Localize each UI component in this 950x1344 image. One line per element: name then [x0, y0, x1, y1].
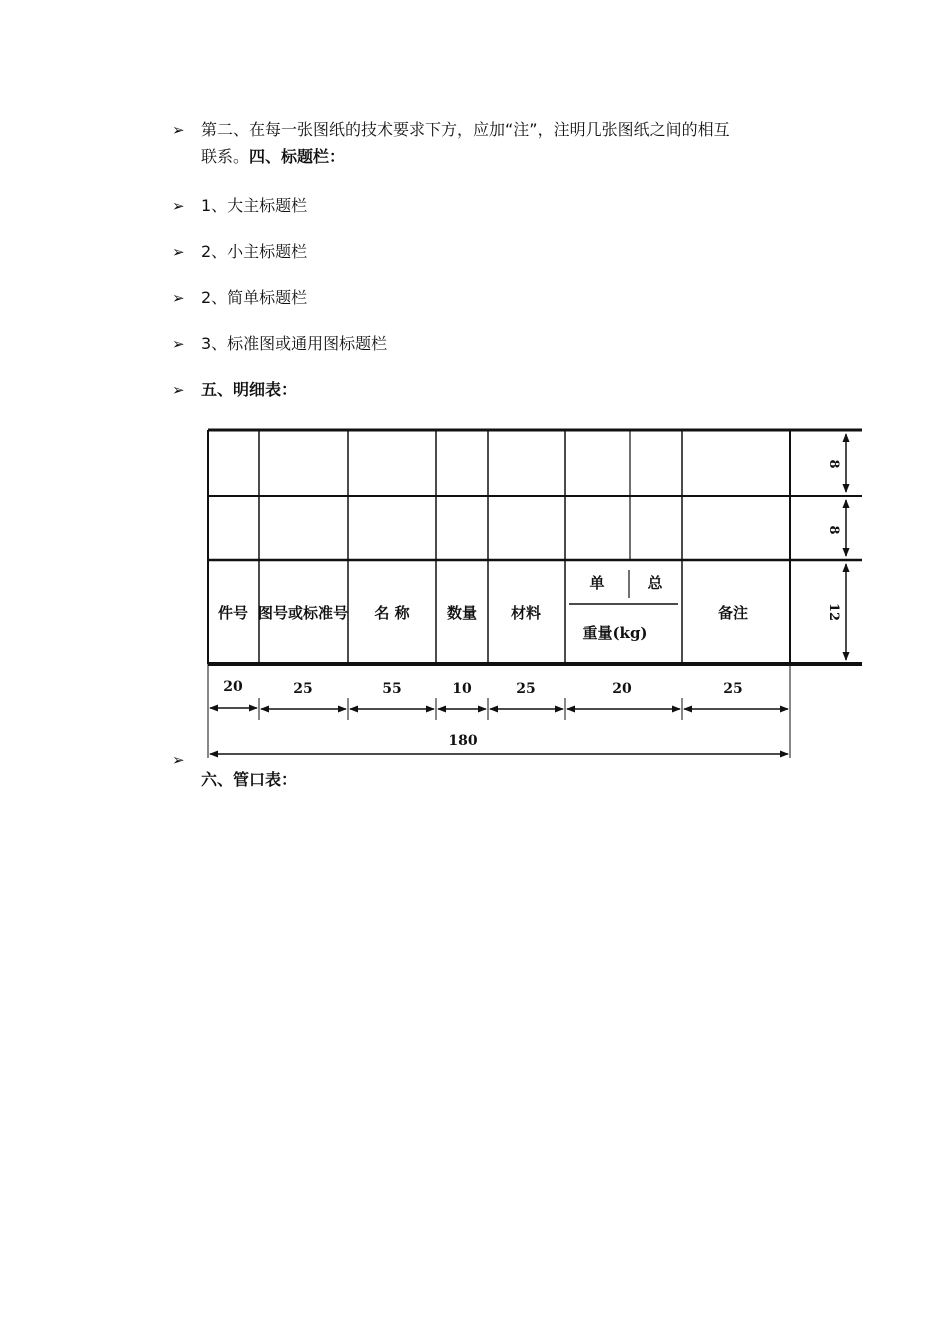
bullet-arrow: ➢: [172, 197, 185, 215]
header-weight-total: 总: [647, 574, 663, 592]
list-item: 2、简单标题栏: [201, 288, 308, 307]
paragraph-line-2: [201, 147, 345, 167]
header-item-no: 件号: [217, 604, 249, 622]
list-item: 3、标准图或通用图标题栏: [201, 334, 388, 353]
detail-table-figure: [200, 418, 870, 770]
header-weight: 重量(kg): [582, 624, 648, 642]
bullet-arrow: ➢: [172, 121, 185, 139]
bullet-arrow: ➢: [172, 243, 185, 261]
header-quantity: 数量: [446, 604, 478, 622]
header-name: 名 称: [374, 604, 410, 622]
bullet-arrow: ➢: [172, 335, 185, 353]
dim-width-weight: 20: [612, 681, 632, 697]
section-6-heading: 六、管口表：: [201, 770, 298, 789]
dim-width-item-no: 20: [223, 679, 243, 695]
header-weight-unit: 单: [589, 574, 605, 592]
header-remarks: 备注: [717, 604, 749, 622]
list-item: 2、小主标题栏: [201, 242, 308, 261]
section-4-heading: 四、标题栏：: [249, 147, 346, 166]
dim-total-width: 180: [448, 733, 478, 749]
section-5-heading: 五、明细表：: [201, 380, 298, 399]
header-drawing-no: 图号或标准号: [257, 604, 349, 622]
dim-width-name: 55: [382, 681, 402, 697]
dim-row-height-1: 8: [826, 459, 841, 469]
dim-row-height-3: 12: [826, 602, 841, 622]
bullet-arrow: ➢: [172, 381, 185, 399]
list-item: 1、大主标题栏: [201, 196, 308, 215]
paragraph-line-1: 第二、在每一张图纸的技术要求下方，应加“注”，注明几张图纸之间的相互: [201, 120, 730, 139]
dim-width-quantity: 10: [452, 681, 472, 697]
bullet-arrow: ➢: [172, 289, 185, 307]
dim-width-drawing-no: 25: [293, 681, 313, 697]
dim-width-remarks: 25: [723, 681, 743, 697]
bullet-arrow: ➢: [172, 751, 185, 769]
dim-width-material: 25: [516, 681, 536, 697]
dim-row-height-2: 8: [826, 525, 841, 535]
header-material: 材料: [510, 604, 542, 622]
paragraph-line-2-plain: 联系。: [201, 147, 250, 166]
